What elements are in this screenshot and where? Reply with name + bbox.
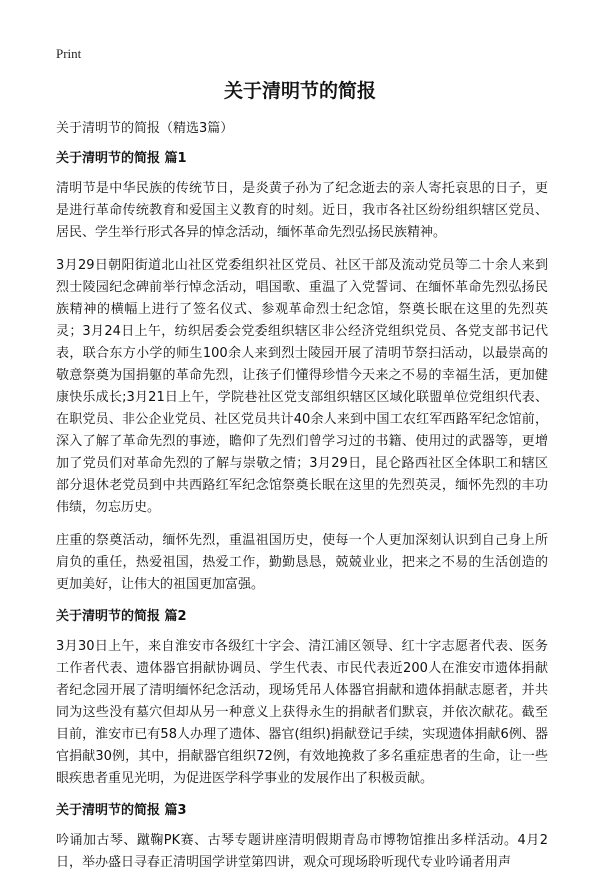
section-1	[56, 149, 548, 596]
section-3	[56, 801, 548, 874]
print-link[interactable]: Print	[56, 46, 82, 61]
document-body	[56, 119, 548, 885]
section-2	[56, 607, 548, 790]
section-heading: 关于清明节的简报 篇3	[56, 803, 187, 818]
section-heading: 关于清明节的简报 篇1	[56, 151, 187, 166]
paragraph: 清明节是中华民族的传统节日，是炎黄子孙为了纪念逝去的亲人寄托哀思的日子，更是进行革命传统教育和爱国主义教育的时刻。近日，我市各社区纷纷组织辖区党员、居民、学生举行形式各异的悼念活动，缅怀革命先烈弘扬民族精神。	[56, 181, 548, 240]
paragraph: 3月29日朝阳街道北山社区党委组织社区党员、社区干部及流动党员等二十余人来到烈士陵园纪念碑前举行悼念活动，唱国歌、重温了入党誓词、在缅怀革命先烈弘扬民族精神的横幅上进行了签名仪式、参观革命烈士纪念馆，祭奠长眠在这里的先烈英灵；3月24日上午，纺织居委会党委组织辖区非公经济党组织党员、各党支部书记代表，联合东方小学的师生100余人来到烈士陵园开展了清明节祭扫活动，以最崇高的敬意祭奠为国捐躯的革命先烈，让孩子们懂得珍惜今天来之不易的幸福生活，更加健康快乐成长;3月21日上午，学院巷社区党支部组织辖区区域化联盟单位党组织代表、在职党员、非公企业党员、社区党员共计40余人来到中国工农红军西路军纪念馆前，深入了解了革命先烈的事迹，瞻仰了先烈们曾学习过的书籍、使用过的武器等，更增加了党员们对革命先烈的了解与崇敬之情；3月29日，昆仑路西社区全体职工和辖区部分退休老党员到中共西路红军纪念馆祭奠长眠在这里的先烈英灵，缅怀先烈的丰功伟绩，勿忘历史。	[56, 258, 548, 515]
paragraph: 3月30日上午，来自淮安市各级红十字会、清江浦区领导、红十字志愿者代表、医务工作者代表、遗体器官捐献协调员、学生代表、市民代表近200人在淮安市遗体捐献者纪念园开展了清明缅怀纪念活动，现场凭吊人体器官捐献和遗体捐献志愿者，并共同为这些没有墓穴但却从另一种意义上获得永生的捐献者们默哀，并依次献花。截至目前，淮安市已有58人办理了遗体、器官(组织)捐献登记手续，实现遗体捐献6例、器官捐献30例，其中，捐献器官组织72例，有效地挽救了多名重症患者的生命，让一些眼疾患者重见光明，为促进医学科学事业的发展作出了积极贡献。	[56, 639, 548, 786]
paragraph: 吟诵加古琴、蹴鞠PK赛、古琴专题讲座清明假期青岛市博物馆推出多样活动。4月2日，举办盛日寻春正清明国学讲堂第四讲，观众可现场聆听现代专业吟诵者用声	[56, 833, 548, 870]
section-heading: 关于清明节的简报 篇2	[56, 609, 187, 624]
document-title: 关于清明节的简报	[223, 80, 376, 102]
paragraph: 庄重的祭奠活动，缅怀先烈，重温祖国历史，使每一个人更加深刻认识到自己身上所肩负的重任，热爱祖国，热爱工作，勤勤恳恳，兢兢业业，把来之不易的生活创造的更加美好，让伟大的祖国更加富强。	[56, 533, 548, 592]
document-subtitle: 关于清明节的简报（精选3篇）	[56, 121, 234, 136]
